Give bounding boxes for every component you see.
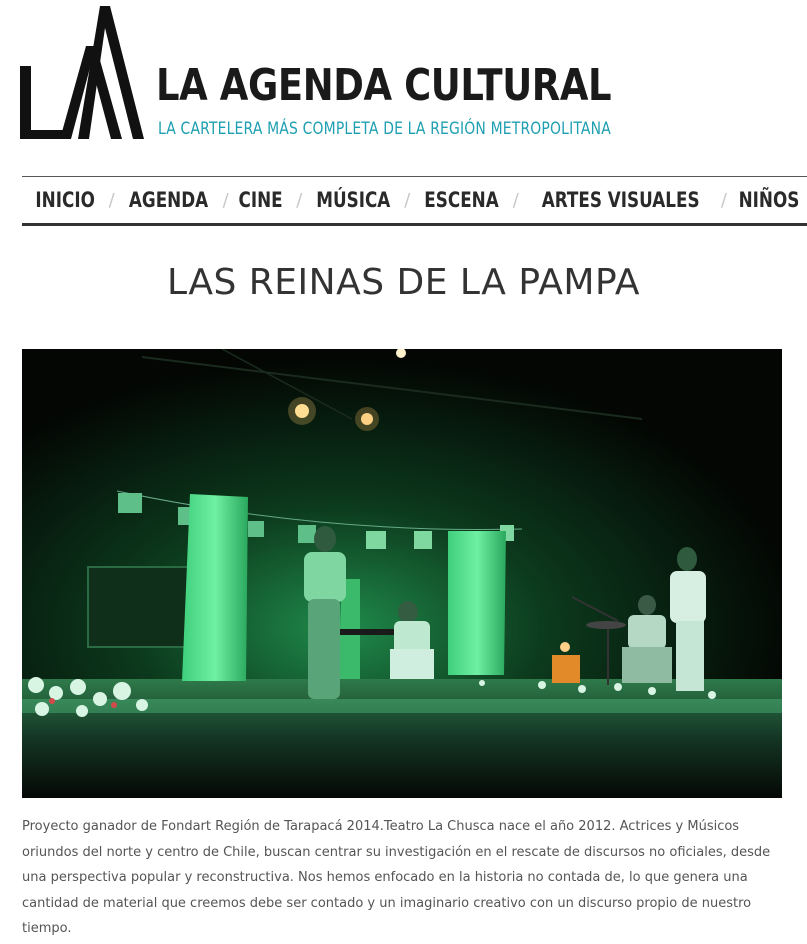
nav-item-inicio[interactable]: INICIO — [35, 188, 95, 212]
post-body: Proyecto ganador de Fondart Región de Tarapacá 2014.Teatro La Chusca nace el año 2012. Actrices y Músicos oriundos del norte y centro de Chile, buscan centrar su investigación en el rescate de discursos no oficiales, desde una perspectiva popular y reconstructiva. Nos hemos enfocado en la historia no contada de, lo que genera una cantidad de material que creemos debe ser contado y un imaginario creativo con un discurso propio de nuestro tiempo. — [22, 819, 771, 936]
nav-separator: / — [296, 189, 303, 211]
main-nav — [22, 176, 807, 226]
nav-separator: / — [512, 189, 519, 211]
post-title: LAS REINAS DE LA PAMPA — [166, 262, 641, 303]
site-logo[interactable] — [20, 6, 150, 140]
nav-separator: / — [404, 189, 411, 211]
site-title[interactable]: LA AGENDA CULTURAL — [156, 60, 612, 111]
logo-letter-l — [20, 66, 64, 139]
nav-item-escena[interactable]: ESCENA — [424, 188, 499, 212]
nav-item-artes-visuales[interactable]: ARTES VISUALES — [541, 188, 700, 212]
nav-separator: / — [222, 189, 229, 211]
nav-separator: / — [720, 189, 727, 211]
site-tagline: LA CARTELERA MÁS COMPLETA DE LA REGIÓN METROPOLITANA — [158, 119, 611, 139]
featured-image — [22, 349, 782, 798]
nav-item-ninos[interactable]: NIÑOS — [738, 188, 800, 212]
nav-item-agenda[interactable]: AGENDA — [129, 188, 209, 212]
nav-separator: / — [108, 189, 115, 211]
nav-item-musica[interactable]: MÚSICA — [316, 188, 391, 212]
nav-item-cine[interactable]: CINE — [238, 188, 284, 212]
